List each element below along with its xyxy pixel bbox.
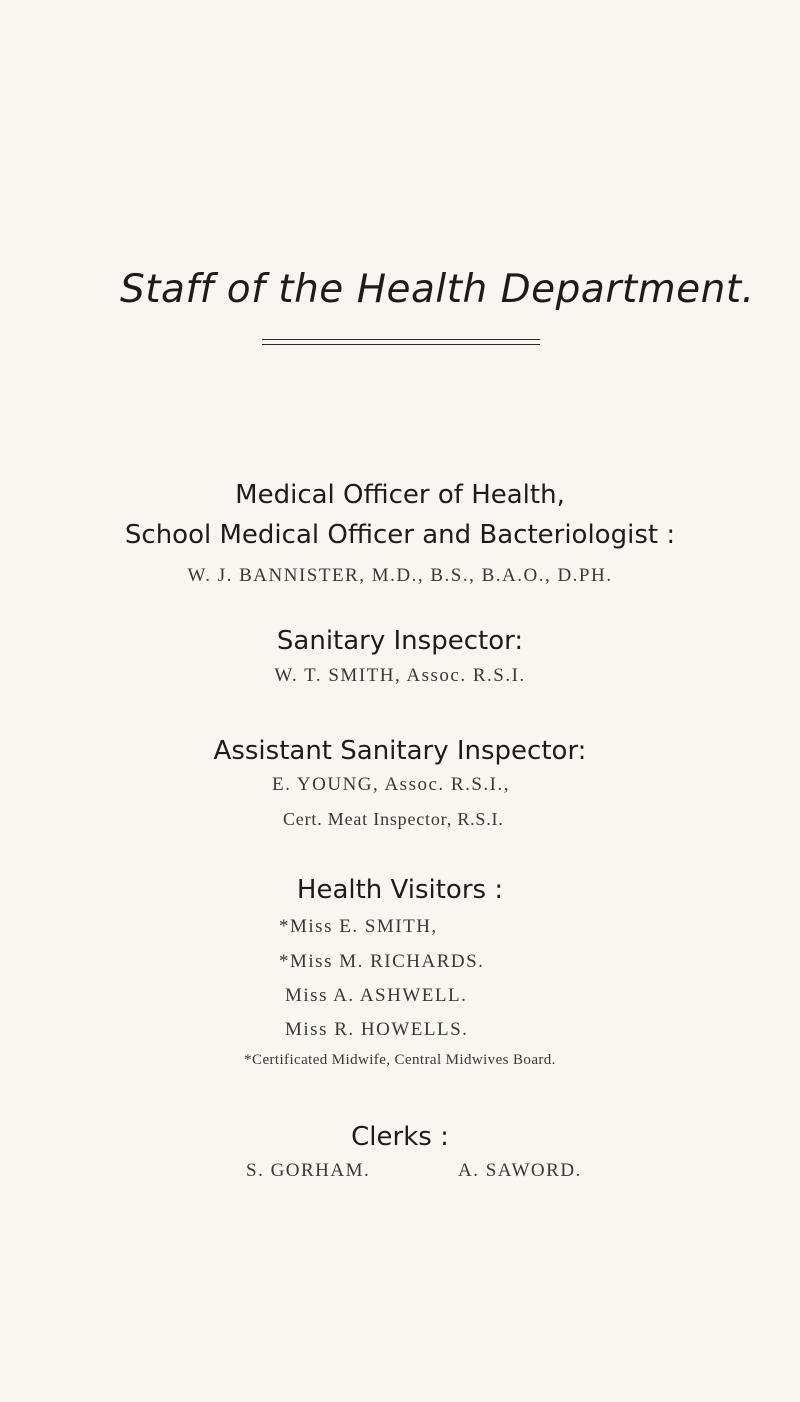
moh-heading-line1: Medical Officer of Health,	[235, 480, 565, 510]
title-rule-top	[262, 339, 540, 340]
visitors-footnote: *Certificated Midwife, Central Midwives Board.	[244, 1052, 556, 1068]
title-rule-bottom	[262, 344, 540, 345]
clerks-heading: Clerks :	[351, 1122, 449, 1152]
clerk-name-1: S. GORHAM.	[246, 1160, 371, 1181]
visitor-name-2: *Miss M. RICHARDS.	[279, 951, 485, 972]
visitor-name-3: Miss A. ASHWELL.	[285, 985, 468, 1006]
assistant-name-line1: E. YOUNG, Assoc. R.S.I.,	[272, 774, 510, 795]
visitor-name-1: *Miss E. SMITH,	[279, 916, 438, 937]
assistant-heading: Assistant Sanitary Inspector:	[213, 736, 587, 766]
moh-heading-line2: School Medical Officer and Bacteriologist :	[124, 520, 676, 550]
visitor-name-4: Miss R. HOWELLS.	[285, 1019, 469, 1040]
sanitary-name: W. T. SMITH, Assoc. R.S.I.	[274, 665, 526, 686]
sanitary-heading: Sanitary Inspector:	[276, 626, 524, 656]
page-title: Staff of the Health Department.	[120, 267, 755, 312]
clerk-name-2: A. SAWORD.	[458, 1160, 582, 1181]
visitors-heading: Health Visitors :	[296, 875, 504, 905]
assistant-name-line2: Cert. Meat Inspector, R.S.I.	[283, 809, 504, 829]
moh-name: W. J. BANNISTER, M.D., B.S., B.A.O., D.PH.	[187, 565, 613, 586]
